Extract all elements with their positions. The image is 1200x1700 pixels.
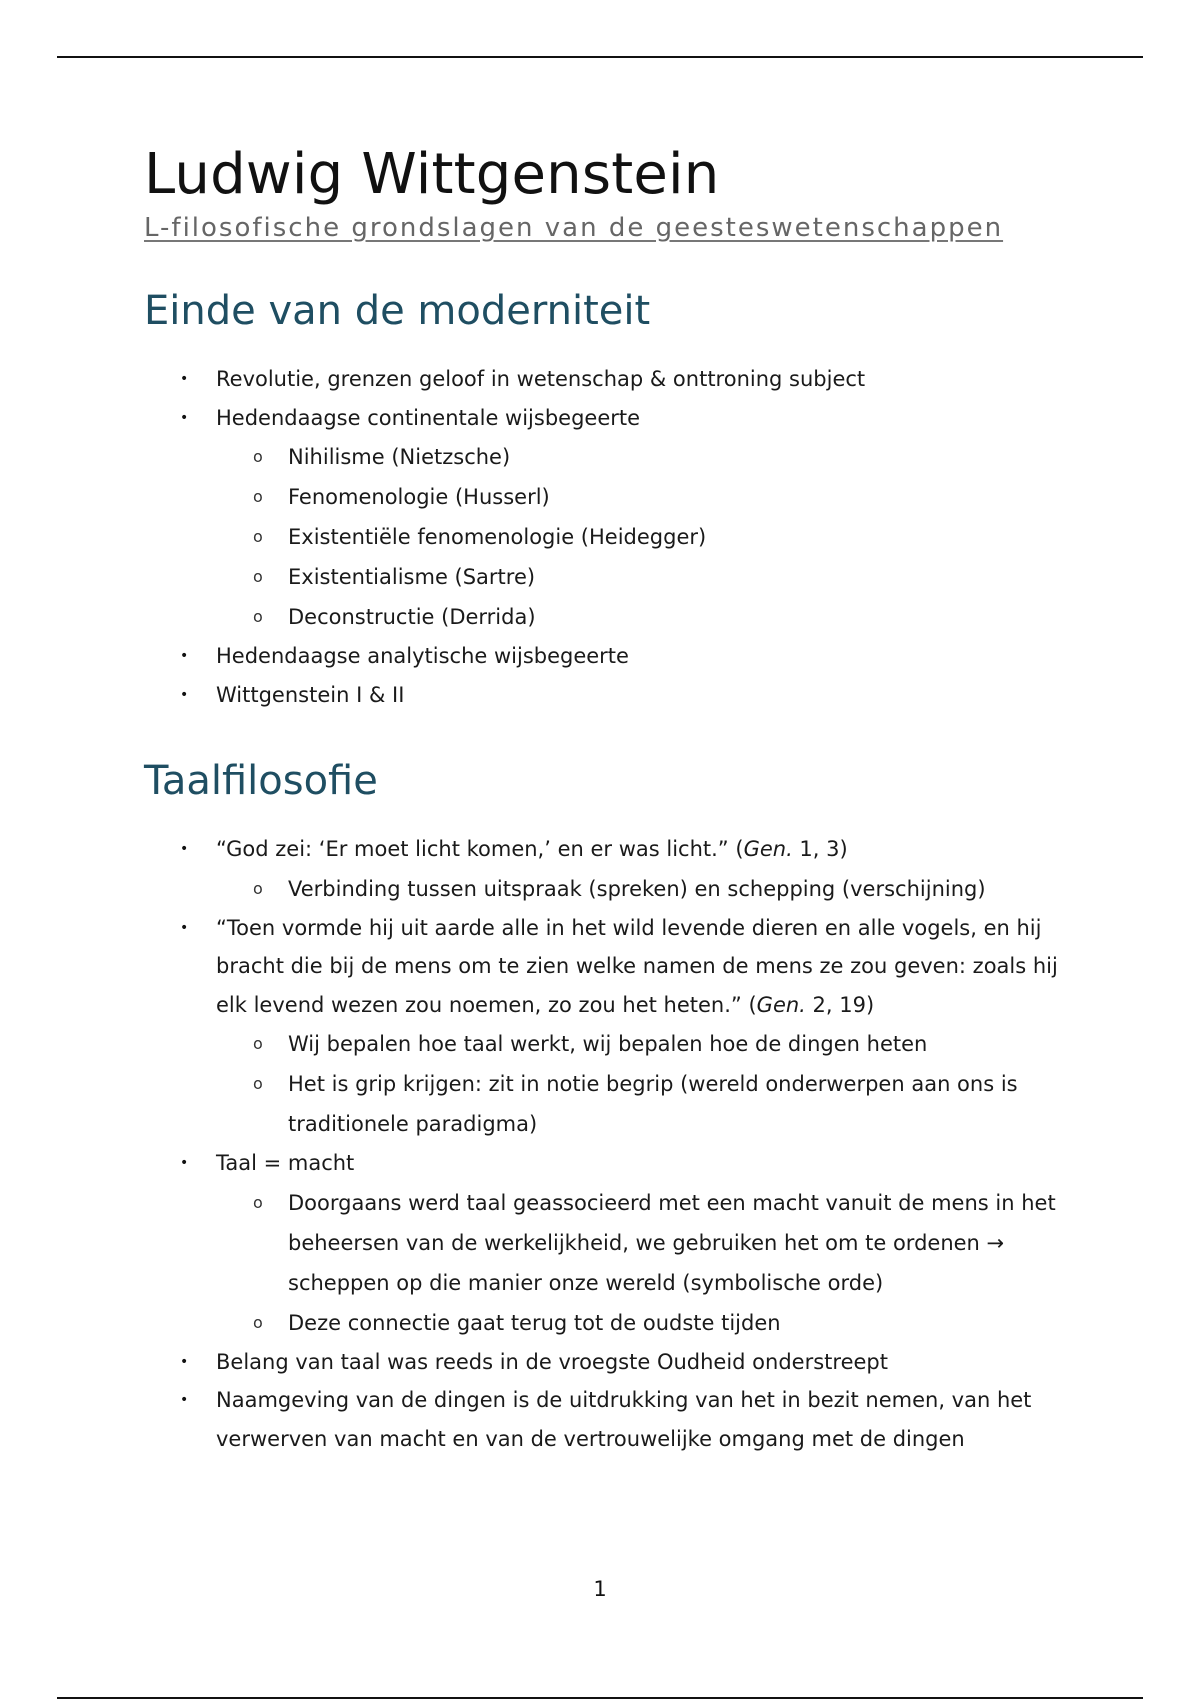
bullet-icon: •: [180, 919, 189, 936]
bottom-rule: [57, 1697, 1143, 1699]
bullet-icon: •: [180, 371, 189, 387]
list-item: [144, 637, 1064, 676]
document-subtitle: L-filosofische grondslagen van de geesteswetenschappen: [144, 213, 1004, 243]
sub-bullet-icon: o: [253, 487, 263, 506]
bible-reference: Gen.: [756, 992, 806, 1017]
quote-text-end: 1, 3): [792, 837, 848, 861]
bullet-icon: •: [180, 1392, 189, 1408]
sub-list-item-text: Existentialisme (Sartre): [288, 565, 536, 589]
sub-bullet-icon: o: [253, 1074, 263, 1093]
bullet-list-einde-moderniteit: [144, 360, 1064, 714]
list-item-text: Hedendaagse analytische wijsbegeerte: [216, 644, 629, 668]
list-item: [144, 1144, 1064, 1343]
list-item: [144, 360, 1064, 399]
sub-list-item: [144, 437, 1064, 477]
sub-list-item: [144, 597, 1064, 637]
sub-list-item: [144, 869, 1064, 909]
list-item-text: Revolutie, grenzen geloof in wetenschap & onttroning subject: [216, 367, 866, 391]
sub-list: [216, 1024, 1064, 1144]
list-item-text: Wittgenstein I & II: [216, 682, 405, 707]
sub-list-item-text: Doorgaans werd taal geassocieerd met een macht vanuit de mens in het beheersen van de werkelijkheid, we gebruiken het om te ordenen → scheppen op die manier onze wereld (symbolische orde): [288, 1190, 1056, 1295]
sub-bullet-icon: o: [253, 1034, 263, 1053]
sub-bullet-icon: o: [253, 878, 263, 898]
sub-list-item: [144, 557, 1064, 597]
bullet-icon: •: [180, 648, 189, 664]
sub-list-item-text: Het is grip krijgen: zit in notie begrip (wereld onderwerpen aan ons is traditionele paradigma): [288, 1072, 1018, 1136]
bullet-list-taalfilosofie: [144, 830, 1064, 1458]
list-item: [144, 676, 1064, 715]
sub-bullet-icon: o: [253, 567, 263, 586]
list-item-text: Hedendaagse continentale wijsbegeerte: [216, 405, 641, 430]
bullet-icon: •: [180, 1155, 189, 1171]
bullet-icon: •: [180, 841, 189, 857]
list-item: [144, 399, 1064, 638]
sub-list-item-text: Nihilisme (Nietzsche): [288, 445, 511, 469]
list-item: [144, 909, 1064, 1145]
bullet-icon: •: [180, 409, 189, 426]
sub-list-item: [144, 1303, 1064, 1343]
sub-list-item-text: Fenomenologie (Husserl): [288, 485, 550, 509]
sub-list: [216, 1183, 1064, 1343]
page-number: 1: [593, 1577, 607, 1601]
sub-list: [216, 437, 1064, 637]
list-item: [144, 1381, 1064, 1458]
sub-list-item: [144, 1024, 1064, 1064]
quote-text: “Toen vormde hij uit aarde alle in het wild levende dieren en alle vogels, en hij bracht die bij de mens om te zien welke namen de mens ze zou geven: zoals hij elk levend wezen zou noemen, zo zou het heten.” (: [216, 915, 1058, 1017]
sub-list-item-text: Wij bepalen hoe taal werkt, wij bepalen hoe de dingen heten: [288, 1032, 928, 1056]
list-item: [144, 1343, 1064, 1382]
sub-bullet-icon: o: [253, 527, 263, 546]
sub-list-item-text: Verbinding tussen uitspraak (spreken) en schepping (verschijning): [288, 876, 986, 901]
sub-list-item: [144, 477, 1064, 517]
sub-list-item-text: Existentiële fenomenologie (Heidegger): [288, 525, 707, 549]
sub-list: [216, 869, 1064, 909]
bullet-icon: •: [180, 686, 189, 703]
list-item: [144, 830, 1064, 909]
sub-bullet-icon: o: [253, 1192, 263, 1212]
sub-list-item: [144, 1064, 1064, 1144]
bible-reference: Gen.: [743, 837, 793, 861]
quote-text: “God zei: ‘Er moet licht komen,’ en er was licht.” (: [216, 837, 744, 861]
sub-list-item-text: Deconstructie (Derrida): [288, 605, 536, 629]
document-page: [144, 140, 1064, 1458]
sub-bullet-icon: o: [253, 447, 263, 466]
document-title: Ludwig Wittgenstein: [144, 142, 720, 207]
sub-bullet-icon: o: [253, 607, 263, 626]
list-item-text: Belang van taal was reeds in de vroegste Oudheid onderstreept: [216, 1349, 888, 1374]
sub-list-item: [144, 517, 1064, 557]
sub-list-item-text: Deze connectie gaat terug tot de oudste tijden: [288, 1310, 781, 1335]
sub-bullet-icon: o: [253, 1312, 263, 1332]
list-item-text: Naamgeving van de dingen is de uitdrukking van het in bezit nemen, van het verwerven van macht en van de vertrouwelijke omgang met de dingen: [216, 1388, 1032, 1451]
quote-text-end: 2, 19): [805, 992, 875, 1017]
section-heading-taalfilosofie: Taalfilosofie: [144, 758, 378, 804]
sub-list-item: [144, 1183, 1064, 1303]
bullet-icon: •: [180, 1353, 189, 1370]
section-heading-einde-moderniteit: Einde van de moderniteit: [144, 288, 651, 334]
top-rule: [57, 56, 1143, 58]
list-item-text: Taal = macht: [216, 1151, 355, 1175]
